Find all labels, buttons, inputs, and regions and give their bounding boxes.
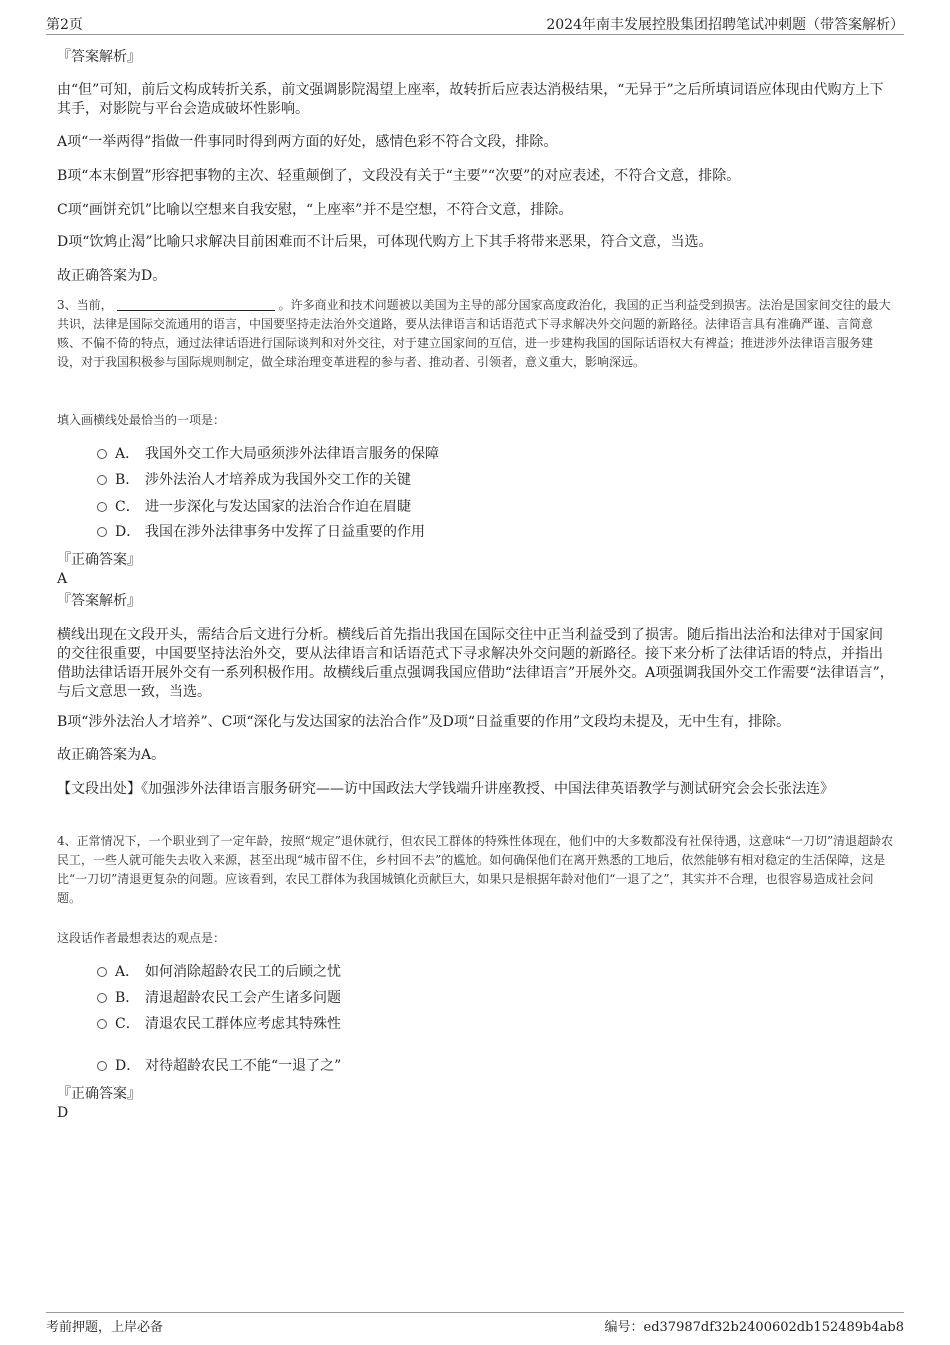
option-text: 进一步深化与发达国家的法治合作迫在眉睫 xyxy=(145,499,411,515)
q4-option-b[interactable] xyxy=(97,988,341,1008)
page-header xyxy=(46,14,904,35)
option-text: 我国在涉外法律事务中发挥了日益重要的作用 xyxy=(145,524,425,540)
option-label: A． xyxy=(115,964,140,980)
radio-icon[interactable] xyxy=(97,502,107,512)
radio-icon[interactable] xyxy=(97,475,107,485)
option-label: A． xyxy=(115,446,140,462)
q4-prompt: 这段话作者最想表达的观点是： xyxy=(57,931,226,945)
q3-option-c[interactable] xyxy=(97,497,411,517)
document-title: 2024年南丰发展控股集团招聘笔试冲刺题（带答案解析） xyxy=(546,17,904,33)
q2-analysis-option-c: C项“画饼充饥”比喻以空想来自我安慰，“上座率”并不是空想，不符合文意，排除。 xyxy=(57,202,573,218)
option-text: 如何消除超龄农民工的后顾之忧 xyxy=(145,964,341,980)
q2-analysis-p1: 由“但”可知，前后文构成转折关系，前文强调影院渴望上座率，故转折后应表达消极结果，“无异于”之后所填词语应体现由代购方上下其手，对影院与平台会造成破坏性影响。 xyxy=(57,82,884,117)
radio-icon[interactable] xyxy=(97,1061,107,1071)
q2-analysis-label: 『答案解析』 xyxy=(57,49,141,65)
radio-icon[interactable] xyxy=(97,449,107,459)
radio-icon[interactable] xyxy=(97,993,107,1003)
radio-icon[interactable] xyxy=(97,967,107,977)
q3-stem-prefix: 3、当前， xyxy=(57,298,113,312)
document-id: 编号：ed37987df32b2400602db152489b4ab8 xyxy=(604,1320,904,1335)
option-text: 清退超龄农民工会产生诸多问题 xyxy=(145,990,341,1006)
radio-icon[interactable] xyxy=(97,527,107,537)
option-label: D． xyxy=(115,1058,141,1074)
page-footer xyxy=(46,1312,904,1335)
option-label: C． xyxy=(115,1016,140,1032)
q3-option-a[interactable] xyxy=(97,444,439,464)
option-label: D． xyxy=(115,524,141,540)
q3-blank xyxy=(117,298,275,311)
q2-analysis-option-d: D项“饮鸩止渴”比喻只求解决目前困难而不计后果，可体现代购方上下其手将带来恶果，符合文意，当选。 xyxy=(57,234,713,250)
q3-conclusion: 故正确答案为A。 xyxy=(57,747,166,763)
q3-analysis-p1: 横线出现在文段开头，需结合后文进行分析。横线后首先指出我国在国际交往中正当利益受到了损害。随后指出法治和法律对于国家间的交往很重要，中国要坚持法治外交，要从法律语言和话语范式下寻求解决外交问题的新路径。接下来分析了法律话语的特点，并指出借助法律话语开展外交有一系列积极作用。故横线后重点强调我国应借助“法律语言”开展外交。A项强调我国外交工作需要“法律语言”，与后文意思一致，当选。 xyxy=(57,627,894,700)
q4-option-d[interactable] xyxy=(97,1056,341,1076)
option-text: 我国外交工作大局亟须涉外法律语言服务的保障 xyxy=(145,446,439,462)
q3-stem-rest: 。许多商业和技术问题被以美国为主导的部分国家高度政治化，我国的正当利益受到损害。法治是国家间交往的最大共识，法律是国际交流通用的语言，中国要坚持走法治外交道路，要从法律语言和话语范式下寻求解决外交问题的新路径。法律语言具有准确严谨、言简意赅、不偏不倚的特点，通过法律话语进行国际谈判和对外交往，对于建立国家间的互信，进一步建构我国的国际话语权大有裨益；推进涉外法律语言服务建设，对于我国积极参与国际规则制定，做全球治理变革进程的参与者、推动者、引领者，意义重大，影响深远。 xyxy=(57,298,891,369)
q3-answer: A xyxy=(57,571,68,587)
q3-stem xyxy=(57,296,895,372)
q4-answer: D xyxy=(57,1105,69,1121)
q2-conclusion: 故正确答案为D。 xyxy=(57,268,167,284)
option-text: 涉外法治人才培养成为我国外交工作的关键 xyxy=(145,472,411,488)
q4-option-a[interactable] xyxy=(97,962,341,982)
q4-stem: 4、正常情况下，一个职业到了一定年龄，按照“规定”退休就行，但农民工群体的特殊性体现在，他们中的大多数都没有社保待遇，这意味“一刀切”清退超龄农民工，一些人就可能失去收入来源，甚至出现“城市留不住，乡村回不去”的尴尬。如何确保他们在离开熟悉的工地后，依然能够有相对稳定的生活保障，这是比“一刀切”清退更复杂的问题。应该看到，农民工群体为我国城镇化贡献巨大，如果只是根据年龄对他们“一退了之”，其实并不合理，也很容易造成社会问题。 xyxy=(57,834,894,905)
radio-icon[interactable] xyxy=(97,1019,107,1029)
q4-answer-label: 『正确答案』 xyxy=(57,1086,141,1102)
page-number: 第2页 xyxy=(46,17,83,33)
option-label: B． xyxy=(115,990,140,1006)
q3-analysis-label: 『答案解析』 xyxy=(57,593,141,609)
q3-option-b[interactable] xyxy=(97,470,411,490)
q2-analysis-option-a: A项“一举两得”指做一件事同时得到两方面的好处，感情色彩不符合文段，排除。 xyxy=(57,134,558,150)
footer-slogan: 考前押题，上岸必备 xyxy=(46,1320,164,1335)
q2-analysis-option-b: B项“本末倒置”形容把事物的主次、轻重颠倒了，文段没有关于“主要”“次要”的对应表述，不符合文意，排除。 xyxy=(57,168,741,184)
q4-option-c[interactable] xyxy=(97,1014,341,1034)
q3-option-d[interactable] xyxy=(97,522,425,542)
option-text: 对待超龄农民工不能“一退了之” xyxy=(145,1058,342,1074)
option-label: B． xyxy=(115,472,140,488)
option-text: 清退农民工群体应考虑其特殊性 xyxy=(145,1016,341,1032)
q3-source: 【文段出处】《加强涉外法律语言服务研究——访中国政法大学钱端升讲座教授、中国法律英语教学与测试研究会会长张法连》 xyxy=(57,781,834,797)
q3-prompt: 填入画横线处最恰当的一项是： xyxy=(57,413,226,427)
q3-analysis-p2: B项“涉外法治人才培养”、C项“深化与发达国家的法治合作”及D项“日益重要的作用”文段均未提及，无中生有，排除。 xyxy=(57,714,791,730)
option-label: C． xyxy=(115,499,140,515)
q3-answer-label: 『正确答案』 xyxy=(57,552,141,568)
